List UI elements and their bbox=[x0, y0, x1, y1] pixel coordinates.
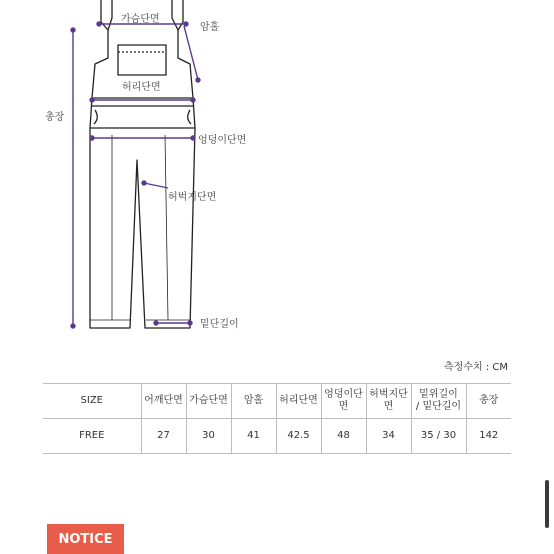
table-cell: 30 bbox=[186, 419, 231, 454]
label-total-length: 총장 bbox=[45, 112, 65, 123]
label-chest: 가슴단면 bbox=[121, 14, 160, 25]
header-cell: 허벅지단면 bbox=[366, 384, 411, 419]
header-cell: 엉덩이단면 bbox=[321, 384, 366, 419]
notice-badge: NOTICE bbox=[47, 524, 124, 554]
size-table bbox=[43, 383, 511, 454]
table-header-row bbox=[43, 384, 511, 419]
label-armhole: 암홀 bbox=[200, 22, 220, 33]
label-waist: 허리단면 bbox=[122, 82, 161, 93]
header-cell: 밑위길이 / 밑단길이 bbox=[411, 384, 466, 419]
scrollbar-thumb[interactable] bbox=[545, 480, 549, 528]
label-hem: 밑단길이 bbox=[200, 319, 239, 330]
label-thigh: 허벅지단면 bbox=[168, 192, 217, 203]
table-cell: 42.5 bbox=[276, 419, 321, 454]
table-row bbox=[43, 419, 511, 454]
table-cell: 41 bbox=[231, 419, 276, 454]
header-cell: 암홀 bbox=[231, 384, 276, 419]
table-cell: FREE bbox=[43, 419, 141, 454]
table-cell: 34 bbox=[366, 419, 411, 454]
header-cell: 총장 bbox=[466, 384, 511, 419]
measurement-unit-note: 측정수치 : CM bbox=[444, 362, 508, 373]
table-cell: 142 bbox=[466, 419, 511, 454]
label-hip: 엉덩이단면 bbox=[198, 135, 247, 146]
header-cell: SIZE bbox=[43, 384, 141, 419]
table-cell: 48 bbox=[321, 419, 366, 454]
table-cell: 35 / 30 bbox=[411, 419, 466, 454]
header-cell: 어깨단면 bbox=[141, 384, 186, 419]
header-cell: 가슴단면 bbox=[186, 384, 231, 419]
table-cell: 27 bbox=[141, 419, 186, 454]
header-cell: 허리단면 bbox=[276, 384, 321, 419]
